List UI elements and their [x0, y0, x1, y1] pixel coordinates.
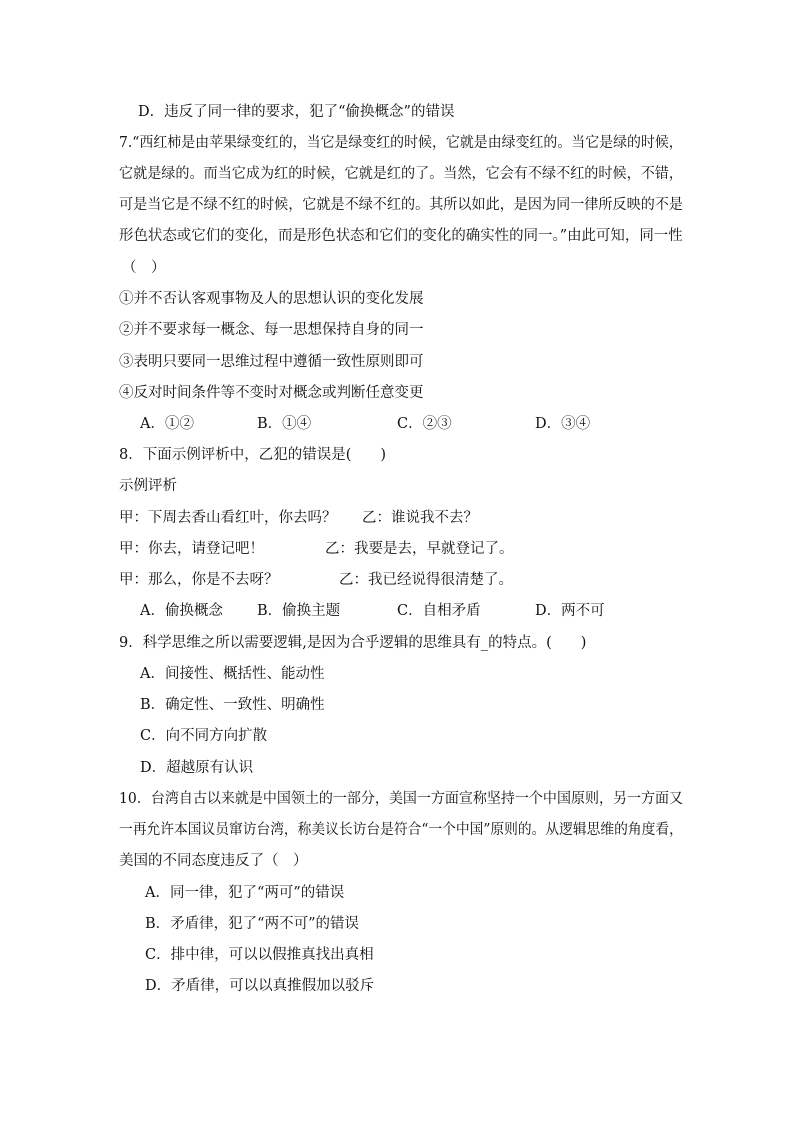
q8-option-b: B．偷换主题 [257, 603, 341, 619]
q7-stem-line-4: 形色状态或它们的变化，而是形色状态和它们的变化的确实性的同一。”由此可知，同一性 [119, 228, 683, 244]
q10-stem-line-3: 美国的不同态度违反了（ ） [119, 853, 308, 869]
q8-option-d: D．两不可 [535, 603, 605, 619]
q8-option-c: C．自相矛盾 [397, 603, 481, 619]
q7-option-a: A．①② [140, 416, 194, 432]
q9-option-c: C．向不同方向扩散 [140, 728, 268, 744]
q7-option-c: C．②③ [397, 416, 452, 432]
q7-statement-4: ④反对时间条件等不变时对概念或判断任意变更 [119, 385, 424, 401]
q10-option-b: B．矛盾律，犯了“两不可”的错误 [145, 916, 359, 932]
q7-statement-3: ③表明只要同一思维过程中遵循一致性原则即可 [119, 354, 424, 370]
q10-option-c: C．排中律，可以以假推真找出真相 [145, 947, 374, 963]
q9-option-d: D．超越原有认识 [140, 760, 254, 776]
q8-option-a: A．偷换概念 [140, 603, 223, 619]
q8-label: 示例评析 [119, 478, 177, 494]
q10-stem-line-2: 一再允许本国议员窜访台湾，称美议长访台是符合“一个中国”原则的。从逻辑思维的角度看， [119, 822, 683, 838]
q8-dialog-jia-3: 甲：那么，你是不去呀？ [119, 572, 279, 588]
q9-option-b: B．确定性、一致性、明确性 [140, 697, 325, 713]
q8-dialog-yi-2: 乙：我要是去，早就登记了。 [325, 541, 514, 557]
q7-stem-line-3: 可是当它是不绿不红的时候，它就是不绿不红的。其所以如此，是因为同一律所反映的不是 [119, 197, 683, 213]
q7-statement-2: ②并不要求每一概念、每一思想保持自身的同一 [119, 322, 424, 338]
q10-stem-line-1: 10．台湾自古以来就是中国领土的一部分，美国一方面宣称坚持一个中国原则，另一方面又 [119, 791, 683, 807]
q8-dialog-jia-1: 甲：下周去香山看红叶，你去吗？ [119, 510, 337, 526]
q8-dialog-jia-2: 甲：你去，请登记吧！ [119, 541, 264, 557]
q7-stem-line-2: 它就是绿的。而当它成为红的时候，它就是红的了。当然，它会有不绿不红的时候，不错， [119, 166, 683, 182]
q10-option-a: A．同一律，犯了“两可”的错误 [145, 885, 345, 901]
q8-stem: 8．下面示例评析中，乙犯的错误是( ) [119, 447, 387, 463]
q9-option-a: A．间接性、概括性、能动性 [140, 666, 325, 682]
q7-option-d: D．③④ [535, 416, 591, 432]
q8-dialog-row-3 [0, 570, 794, 590]
q7-statement-1: ①并不否认客观事物及人的思想认识的变化发展 [119, 291, 424, 307]
q7-stem-line-1: 7.“西红柿是由苹果绿变红的，当它是绿变红的时候，它就是由绿变红的。当它是绿的时候， [119, 135, 683, 151]
q7-answer-blank: （ ） [122, 260, 166, 276]
q8-dialog-yi-1: 乙：谁说我不去？ [362, 510, 478, 526]
q10-option-d: D．矛盾律，可以以真推假加以驳斥 [145, 978, 375, 994]
q8-options [0, 601, 794, 621]
q7-options [0, 414, 794, 434]
q8-dialog-row-2 [0, 539, 794, 559]
q8-dialog-row-1 [0, 508, 794, 528]
q7-option-b: B．①④ [257, 416, 312, 432]
q8-dialog-yi-3: 乙：我已经说得很清楚了。 [339, 572, 513, 588]
q6-option-d: D．违反了同一律的要求，犯了“偷换概念”的错误 [138, 104, 455, 120]
q9-stem: 9．科学思维之所以需要逻辑,是因为合乎逻辑的思维具有_的特点。( ) [119, 635, 587, 651]
